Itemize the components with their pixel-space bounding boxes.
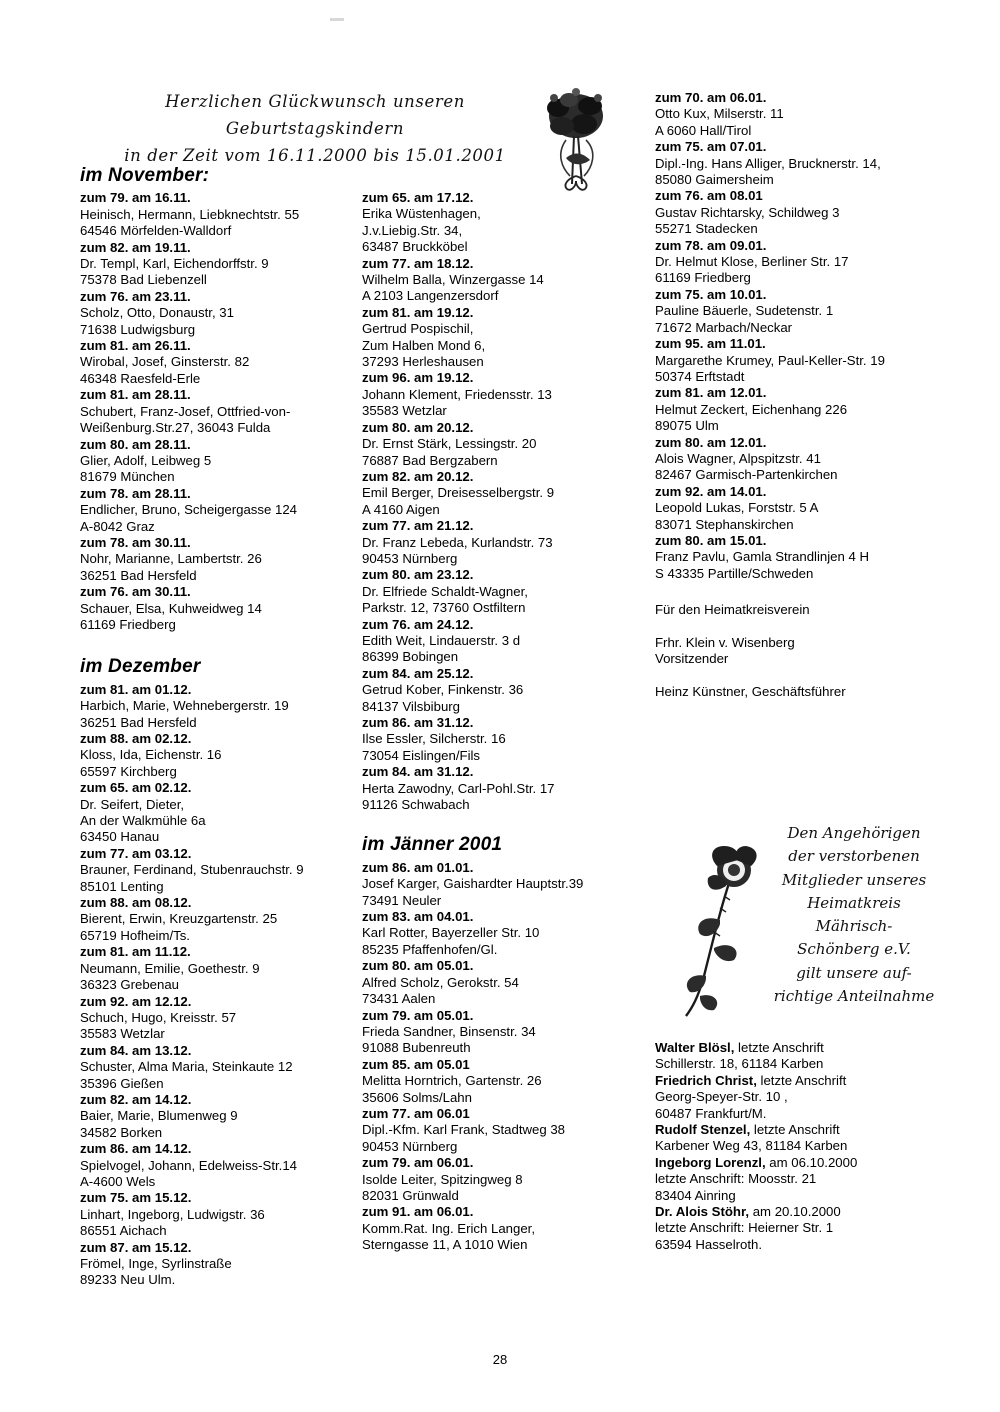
entry-line: 90453 Nürnberg <box>362 550 458 566</box>
entry-date: zum 76. am 24.12. <box>362 616 474 632</box>
deceased-address: Georg-Speyer-Str. 10 , <box>655 1089 788 1105</box>
entry-line: Sterngasse 11, A 1010 Wien <box>362 1237 528 1253</box>
entry-line: Scholz, Otto, Donaustr, 31 <box>80 305 234 321</box>
entry-line: Dr. Franz Lebeda, Kurlandstr. 73 <box>362 534 553 550</box>
entry-line: A-8042 Graz <box>80 518 155 534</box>
entry-line: An der Walkmühle 6a <box>80 813 206 829</box>
page-title <box>80 88 550 170</box>
memorial-line: Mitglieder unseres <box>781 870 927 889</box>
entry-line: 89075 Ulm <box>655 418 719 434</box>
entry-line: Helmut Zeckert, Eichenhang 226 <box>655 401 848 417</box>
birthday-entry <box>362 256 620 305</box>
birthday-entry <box>80 895 338 944</box>
entry-line: 89233 Neu Ulm. <box>80 1272 176 1288</box>
entry-line: Gertrud Pospischil, <box>362 321 474 337</box>
entry-date: zum 81. am 11.12. <box>80 944 191 960</box>
entry-date: zum 78. am 09.01. <box>655 237 767 253</box>
entry-date: zum 82. am 14.12. <box>80 1091 192 1107</box>
entry-line: Glier, Adolf, Leibweg 5 <box>80 452 212 468</box>
scan-artifact <box>330 18 344 21</box>
entry-date: zum 80. am 23.12. <box>362 567 474 583</box>
deceased-name: Friedrich Christ, <box>655 1072 757 1088</box>
entry-line: 36251 Bad Hersfeld <box>80 714 197 730</box>
entry-date: zum 76. am 23.11. <box>80 288 191 304</box>
memorial-dedication <box>768 822 940 1008</box>
deceased-name-row <box>655 1155 935 1171</box>
entry-line: Bierent, Erwin, Kreuzgartenstr. 25 <box>80 911 278 927</box>
entry-line: Herta Zawodny, Carl-Pohl.Str. 17 <box>362 780 555 796</box>
entry-line: Josef Karger, Gaishardter Hauptstr.39 <box>362 876 584 892</box>
entry-line: Spielvogel, Johann, Edelweiss-Str.14 <box>80 1157 297 1173</box>
entry-line: Dipl.-Ing. Hans Alliger, Brucknerstr. 14, <box>655 155 881 171</box>
entry-line: 90453 Nürnberg <box>362 1138 458 1154</box>
page-title-line-2: in der Zeit vom 16.11.2000 bis 15.01.2001 <box>124 146 506 166</box>
entry-line: Dr. Seifert, Dieter, <box>80 796 185 812</box>
entry-date: zum 79. am 16.11. <box>80 190 191 206</box>
birthday-entry <box>80 1141 338 1190</box>
entry-line: 36251 Bad Hersfeld <box>80 567 197 583</box>
entry-date: zum 88. am 02.12. <box>80 731 192 746</box>
entry-line: 84137 Vilsbiburg <box>362 698 461 714</box>
signature-line: Für den Heimatkreisverein <box>655 602 810 618</box>
birthday-entry <box>362 617 620 666</box>
entry-line: 37293 Herleshausen <box>362 354 484 370</box>
entry-line: Emil Berger, Dreisesselbergstr. 9 <box>362 485 555 501</box>
birthday-entry <box>362 958 620 1007</box>
birthday-entry <box>80 1043 338 1092</box>
deceased-address: Schillerstr. 18, 61184 Karben <box>655 1056 824 1072</box>
entry-line: Wirobal, Josef, Ginsterstr. 82 <box>80 354 250 370</box>
entry-date: zum 76. am 30.11. <box>80 584 191 600</box>
birthday-entry <box>80 338 338 387</box>
deceased-list <box>655 1040 935 1253</box>
entry-date: zum 80. am 28.11. <box>80 436 191 452</box>
entry-line: Erika Wüstenhagen, <box>362 206 481 222</box>
entry-date: zum 79. am 06.01. <box>362 1155 474 1171</box>
entry-date: zum 83. am 04.01. <box>362 909 474 925</box>
entry-line: 76887 Bad Bergzabern <box>362 452 498 468</box>
entry-date: zum 75. am 15.12. <box>80 1190 192 1206</box>
memorial-line: richtige Anteilnahme <box>773 986 935 1005</box>
birthday-entry <box>362 1204 620 1253</box>
entry-date: zum 87. am 15.12. <box>80 1239 192 1255</box>
entry-date: zum 77. am 21.12. <box>362 518 474 534</box>
entry-date: zum 75. am 07.01. <box>655 139 767 155</box>
birthday-entry <box>80 1240 338 1289</box>
entry-line: 91126 Schwabach <box>362 797 470 813</box>
deceased-note: am 06.10.2000 <box>765 1154 858 1170</box>
birthday-entry <box>80 846 338 895</box>
page-number: 28 <box>492 1352 508 1367</box>
deceased-note: letzte Anschrift <box>756 1072 847 1088</box>
entry-date: zum 81. am 01.12. <box>80 681 192 697</box>
entry-line: Schuster, Alma Maria, Steinkaute 12 <box>80 1059 293 1075</box>
page-title-line-1: Herzlichen Glückwunsch unseren Geburtstagskindern <box>165 92 465 139</box>
entry-line: 36323 Grebenau <box>80 977 179 993</box>
month-heading-november: im November: <box>80 165 210 186</box>
birthday-entry <box>655 533 923 582</box>
signature-block <box>655 602 923 700</box>
entry-line: Dr. Templ, Karl, Eichendorffstr. 9 <box>80 256 269 272</box>
entry-line: 73054 Eislingen/Fils <box>362 747 481 763</box>
entry-line: Schuch, Hugo, Kreisstr. 57 <box>80 1009 237 1025</box>
birthday-entry <box>655 188 923 237</box>
deceased-address: letzte Anschrift: Moosstr. 21 <box>655 1171 817 1187</box>
birthday-entry <box>362 567 620 616</box>
deceased-address: 60487 Frankfurt/M. <box>655 1105 767 1121</box>
entry-line: Melitta Horntrich, Gartenstr. 26 <box>362 1073 542 1089</box>
entry-date: zum 80. am 12.01. <box>655 434 767 450</box>
birthday-entry <box>655 90 923 139</box>
entry-line: 81679 München <box>80 469 175 485</box>
entry-date: zum 85. am 05.01 <box>362 1056 470 1072</box>
entry-line: 71672 Marbach/Neckar <box>655 319 793 335</box>
birthday-entry <box>362 190 620 256</box>
column-3 <box>655 90 923 701</box>
entry-line: Frömel, Inge, Syrlinstraße <box>80 1256 232 1271</box>
entry-line: Nohr, Marianne, Lambertstr. 26 <box>80 551 262 567</box>
birthday-entry <box>362 666 620 715</box>
entry-date: zum 77. am 06.01 <box>362 1105 470 1121</box>
entry-line: 85080 Gaimersheim <box>655 172 774 188</box>
deceased-address: Karbener Weg 43, 81184 Karben <box>655 1138 848 1154</box>
signature-gap <box>655 619 923 635</box>
entry-line: Dr. Helmut Klose, Berliner Str. 17 <box>655 254 849 270</box>
entry-line: Heinisch, Hermann, Liebknechtstr. 55 <box>80 206 300 222</box>
entry-date: zum 78. am 30.11. <box>80 534 191 550</box>
birthday-entry <box>655 336 923 385</box>
birthday-entry <box>655 484 923 533</box>
entry-line: 35583 Wetzlar <box>362 403 447 419</box>
entry-line: 83071 Stephanskirchen <box>655 516 794 532</box>
birthday-entry <box>362 420 620 469</box>
deceased-note: am 20.10.2000 <box>749 1204 841 1220</box>
entry-line: 35583 Wetzlar <box>80 1026 165 1042</box>
entry-line: Margarethe Krumey, Paul-Keller-Str. 19 <box>655 352 885 368</box>
entry-line: Brauner, Ferdinand, Stubenrauchstr. 9 <box>80 862 304 878</box>
entry-date: zum 91. am 06.01. <box>362 1204 474 1220</box>
entry-line: Schauer, Elsa, Kuhweidweg 14 <box>80 600 262 616</box>
entry-line: Ilse Essler, Silcherstr. 16 <box>362 731 506 747</box>
birthday-entry <box>80 1092 338 1141</box>
entry-line: 63487 Bruckköbel <box>362 239 468 255</box>
entry-line: 71638 Ludwigsburg <box>80 321 196 337</box>
entry-line: A 6060 Hall/Tirol <box>655 122 752 138</box>
entry-date: zum 92. am 12.12. <box>80 993 192 1009</box>
entry-line: 64546 Mörfelden-Walldorf <box>80 223 232 239</box>
entry-line: 86551 Aichach <box>80 1223 167 1239</box>
entry-line: Neumann, Emilie, Goethestr. 9 <box>80 960 260 976</box>
month-heading-jaenner: im Jänner 2001 <box>362 834 503 856</box>
flower-bouquet-icon <box>536 80 616 198</box>
entry-date: zum 96. am 19.12. <box>362 370 474 386</box>
birthday-entry <box>362 1008 620 1057</box>
birthday-entry <box>655 435 923 484</box>
entry-date: zum 65. am 02.12. <box>80 780 192 796</box>
entry-line: Zum Halben Mond 6, <box>362 337 486 353</box>
entry-line: 61169 Friedberg <box>80 616 176 632</box>
entry-date: zum 80. am 15.01. <box>655 532 767 548</box>
entry-date: zum 81. am 26.11. <box>80 338 191 354</box>
entry-line: Baier, Marie, Blumenweg 9 <box>80 1108 238 1124</box>
deceased-name: Dr. Alois Stöhr, <box>655 1204 750 1220</box>
entry-line: Endlicher, Bruno, Scheigergasse 124 <box>80 502 298 518</box>
entry-line: Karl Rotter, Bayerzeller Str. 10 <box>362 925 540 941</box>
entry-date: zum 82. am 20.12. <box>362 468 474 484</box>
deceased-address: 83404 Ainring <box>655 1187 736 1203</box>
entry-line: 63450 Hanau <box>80 829 160 845</box>
deceased-name: Rudolf Stenzel, <box>655 1122 751 1138</box>
entry-line: 65719 Hofheim/Ts. <box>80 927 190 943</box>
deceased-entry <box>655 1040 935 1073</box>
entry-date: zum 79. am 05.01. <box>362 1007 474 1023</box>
entry-date: zum 95. am 11.01. <box>655 336 766 352</box>
memorial-line: gilt unsere auf- <box>796 963 912 982</box>
entry-date: zum 70. am 06.01. <box>655 90 767 105</box>
entry-line: Alfred Scholz, Gerokstr. 54 <box>362 974 519 990</box>
entry-line: Wilhelm Balla, Winzergasse 14 <box>362 272 544 288</box>
entry-date: zum 75. am 10.01. <box>655 286 767 302</box>
entry-line: Leopold Lukas, Forststr. 5 A <box>655 500 819 516</box>
deceased-name-row <box>655 1204 935 1220</box>
deceased-name-row <box>655 1073 935 1089</box>
column-1 <box>80 165 338 1289</box>
memorial-line: Heimatkreis <box>807 893 901 912</box>
entry-line: Schubert, Franz-Josef, Ottfried-von- <box>80 403 291 419</box>
entry-date: zum 78. am 28.11. <box>80 485 191 501</box>
entry-line: Getrud Kober, Finkenstr. 36 <box>362 682 524 698</box>
birthday-entry <box>655 238 923 287</box>
deceased-address: letzte Anschrift: Heierner Str. 1 <box>655 1220 834 1236</box>
entry-line: Edith Weit, Lindauerstr. 3 d <box>362 632 521 648</box>
entry-line: Komm.Rat. Ing. Erich Langer, <box>362 1220 535 1236</box>
entry-line: Kloss, Ida, Eichenstr. 16 <box>80 747 222 763</box>
entry-date: zum 76. am 08.01 <box>655 188 763 204</box>
deceased-name-row <box>655 1122 935 1138</box>
entry-line: 35606 Solms/Lahn <box>362 1089 472 1105</box>
memorial-line: Schönberg e.V. <box>797 940 911 959</box>
entry-line: Frieda Sandner, Binsenstr. 34 <box>362 1023 536 1039</box>
deceased-note: letzte Anschrift <box>734 1040 824 1055</box>
entry-line: Gustav Richtarsky, Schildweg 3 <box>655 204 840 220</box>
deceased-name-row <box>655 1040 935 1056</box>
birthday-entry <box>362 518 620 567</box>
entry-line: Harbich, Marie, Wehnebergerstr. 19 <box>80 698 289 714</box>
birthday-entry <box>362 1057 620 1106</box>
birthday-entry <box>80 486 338 535</box>
entry-date: zum 81. am 12.01. <box>655 385 767 401</box>
signature-gap <box>655 668 923 684</box>
entry-line: Weißenburg.Str.27, 36043 Fulda <box>80 420 271 436</box>
deceased-entry <box>655 1073 935 1122</box>
birthday-entry <box>80 944 338 993</box>
memorial-line: Den Angehörigen <box>787 824 921 842</box>
entry-date: zum 88. am 08.12. <box>80 895 192 911</box>
entry-line: Dipl.-Kfm. Karl Frank, Stadtweg 38 <box>362 1122 566 1138</box>
entry-line: 85235 Pfaffenhofen/Gl. <box>362 941 498 957</box>
birthday-entry <box>80 535 338 584</box>
signature-line: Vorsitzender <box>655 651 729 667</box>
birthday-entry <box>80 1190 338 1239</box>
entry-line: 46348 Raesfeld-Erle <box>80 370 201 386</box>
birthday-entry <box>655 385 923 434</box>
entry-line: Otto Kux, Milserstr. 11 <box>655 106 784 122</box>
entry-date: zum 86. am 01.01. <box>362 859 474 875</box>
entry-line: Parkstr. 12, 73760 Ostfiltern <box>362 600 526 616</box>
entry-date: zum 77. am 03.12. <box>80 845 192 861</box>
entry-line: 82467 Garmisch-Partenkirchen <box>655 467 838 483</box>
birthday-entry <box>80 387 338 436</box>
entry-date: zum 86. am 31.12. <box>362 715 474 730</box>
birthday-entry <box>362 860 620 909</box>
entry-line: 85101 Lenting <box>80 878 164 894</box>
deceased-name: Walter Blösl, <box>655 1040 735 1055</box>
month-heading-dezember: im Dezember <box>80 656 201 678</box>
birthday-entry <box>80 994 338 1043</box>
birthday-entry <box>362 305 620 371</box>
memorial-line: der verstorbenen <box>788 847 920 866</box>
entry-date: zum 81. am 19.12. <box>362 304 474 320</box>
entry-line: Alois Wagner, Alpspitzstr. 41 <box>655 450 821 466</box>
birthday-entry <box>655 287 923 336</box>
birthday-entry <box>80 289 338 338</box>
signature-line: Frhr. Klein v. Wisenberg <box>655 635 795 650</box>
entry-line: 50374 Erftstadt <box>655 368 745 384</box>
deceased-entry <box>655 1122 935 1155</box>
birthday-entry <box>362 1106 620 1155</box>
birthday-entry <box>80 190 338 239</box>
entry-date: zum 81. am 28.11. <box>80 387 191 403</box>
signature-line: Heinz Künstner, Geschäftsführer <box>655 684 846 700</box>
entry-line: 82031 Grünwald <box>362 1187 459 1203</box>
entry-date: zum 82. am 19.11. <box>80 239 191 255</box>
birthday-entry <box>362 370 620 419</box>
entry-date: zum 80. am 05.01. <box>362 958 474 974</box>
birthday-entry <box>80 682 338 731</box>
column-2 <box>362 190 620 1254</box>
entry-line: 65597 Kirchberg <box>80 763 177 779</box>
entry-line: 75378 Bad Liebenzell <box>80 272 207 288</box>
entry-date: zum 84. am 25.12. <box>362 665 474 681</box>
entry-line: A 4160 Aigen <box>362 501 440 517</box>
entry-line: A 2103 Langenzersdorf <box>362 288 499 304</box>
entry-line: 34582 Borken <box>80 1124 163 1140</box>
birthday-entry <box>80 584 338 633</box>
birthday-entry <box>362 715 620 764</box>
entry-date: zum 84. am 31.12. <box>362 764 474 780</box>
entry-line: J.v.Liebig.Str. 34, <box>362 222 463 238</box>
rose-icon <box>664 836 774 1021</box>
entry-line: 55271 Stadecken <box>655 221 758 237</box>
entry-line: Johann Klement, Friedensstr. 13 <box>362 386 552 402</box>
birthday-entry <box>362 469 620 518</box>
entry-date: zum 77. am 18.12. <box>362 255 474 271</box>
entry-line: 91088 Bubenreuth <box>362 1040 471 1056</box>
entry-line: 61169 Friedberg <box>655 270 751 286</box>
entry-line: Dr. Ernst Stärk, Lessingstr. 20 <box>362 436 537 452</box>
birthday-entry <box>362 1155 620 1204</box>
deceased-entry <box>655 1204 935 1253</box>
memorial-line: Mährisch- <box>815 917 893 935</box>
entry-line: Franz Pavlu, Gamla Strandlinjen 4 H <box>655 549 870 565</box>
entry-line: A-4600 Wels <box>80 1173 156 1189</box>
deceased-entry <box>655 1155 935 1204</box>
birthday-entry <box>80 780 338 846</box>
entry-line: Linhart, Ingeborg, Ludwigstr. 36 <box>80 1206 265 1222</box>
deceased-note: letzte Anschrift <box>750 1122 840 1138</box>
entry-line: S 43335 Partille/Schweden <box>655 565 814 581</box>
entry-date: zum 84. am 13.12. <box>80 1042 192 1058</box>
birthday-entry <box>80 240 338 289</box>
entry-line: 73491 Neuler <box>362 892 442 908</box>
entry-line: 86399 Bobingen <box>362 649 459 665</box>
entry-date: zum 86. am 14.12. <box>80 1141 192 1157</box>
entry-line: Isolde Leiter, Spitzingweg 8 <box>362 1171 523 1187</box>
entry-line: 73431 Aalen <box>362 991 436 1007</box>
entry-line: Pauline Bäuerle, Sudetenstr. 1 <box>655 303 834 319</box>
entry-date: zum 65. am 17.12. <box>362 190 474 205</box>
birthday-entry <box>362 764 620 813</box>
birthday-entry <box>362 909 620 958</box>
entry-date: zum 92. am 14.01. <box>655 483 767 499</box>
entry-line: 35396 Gießen <box>80 1075 164 1091</box>
birthday-entry <box>80 437 338 486</box>
entry-line: Dr. Elfriede Schaldt-Wagner, <box>362 583 528 599</box>
deceased-address: 63594 Hasselroth. <box>655 1236 763 1252</box>
entry-date: zum 80. am 20.12. <box>362 419 474 435</box>
birthday-entry <box>655 139 923 188</box>
deceased-name: Ingeborg Lorenzl, <box>655 1154 766 1170</box>
birthday-entry <box>80 731 338 780</box>
